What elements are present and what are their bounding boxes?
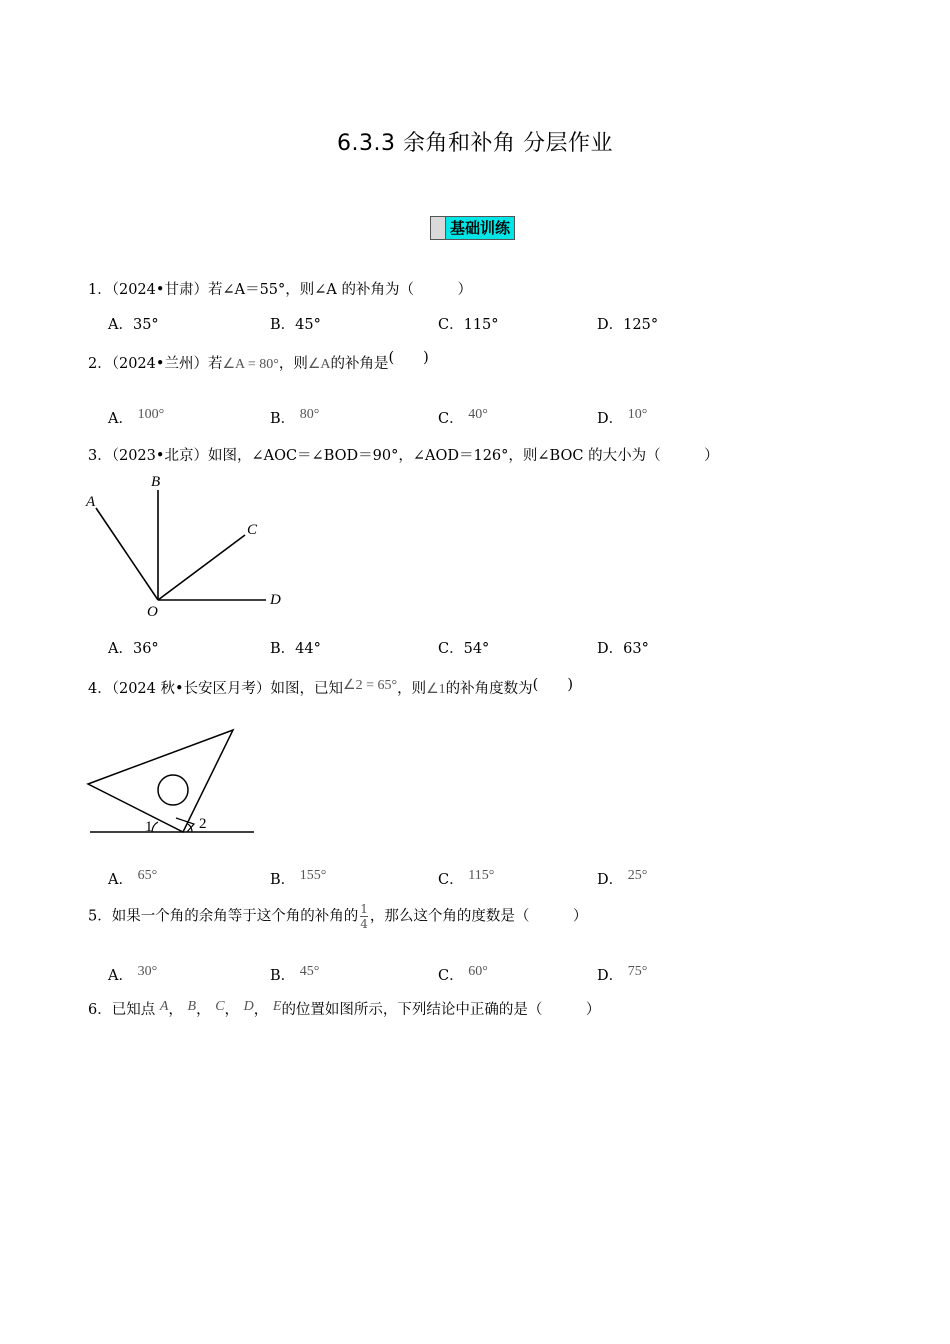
point-c: C [215,999,225,1014]
label-d: D [270,592,281,608]
question-source: （2024•兰州） [111,356,208,372]
question-4: 4．（2024 秋•长安区月考）如图，已知∠2 = 65°，则∠1的补角度数为( ) [88,677,573,697]
q4-option-c[interactable]: C． 115° [438,868,495,888]
q2-option-b[interactable]: B． 80° [270,407,320,427]
q5-option-d[interactable]: D． 75° [597,964,648,984]
q5-option-a[interactable]: A． 30° [108,964,158,984]
section-header [430,216,515,240]
q3-option-a[interactable]: A．36° [108,641,159,657]
triangle-ruler-figure [84,724,264,840]
q5-option-c[interactable]: C． 60° [438,964,488,984]
angle-1-arc [152,822,158,832]
label-a: A [86,494,96,510]
ray-oc [158,535,245,600]
point-a: A [159,999,169,1014]
q1-option-b[interactable]: B．45° [270,317,321,333]
q1-option-c[interactable]: C．115° [438,317,499,333]
q3-option-c[interactable]: C．54° [438,641,490,657]
question-number: 6． [88,1002,112,1018]
question-6: 6．已知点 A， B， C， D， E的位置如图所示，下列结论中正确的是（ ） [88,999,601,1018]
math-expression: ∠2 = 65° [343,678,398,693]
fraction-denominator: 4 [360,917,368,931]
q2-option-c[interactable]: C． 40° [438,407,488,427]
q2-option-a[interactable]: A． 100° [108,407,165,427]
q4-option-b[interactable]: B． 155° [270,868,327,888]
label-b: B [151,474,161,490]
q1-option-d[interactable]: D．125° [597,317,659,333]
question-source: （2024•甘肃） [111,282,208,298]
fraction [360,902,368,931]
question-source: （2024 秋•长安区月考） [111,681,271,697]
math-expression: ∠A = 80° [222,357,279,372]
fraction-numerator: 1 [360,902,368,916]
point-d: D [243,999,254,1014]
question-number: 3． [88,448,112,464]
label-1: 1 [145,819,153,835]
label-c: C [247,522,258,538]
q3-option-d[interactable]: D．63° [597,641,649,657]
answer-paren: ( ) [532,677,573,693]
question-2: 2．（2024•兰州）若∠A = 80°，则∠A的补角是( ) [88,350,429,372]
point-e: E [272,999,282,1014]
label-o: O [147,604,158,620]
question-stem: 如图，∠AOC＝∠BOD＝90°，∠AOD＝126°，则∠BOC 的大小为（ ） [207,448,719,464]
question-source: （2023•北京） [111,448,208,464]
question-1 [88,278,472,299]
point-b: B [187,999,197,1014]
question-number: 2． [88,356,112,372]
math-expression: ∠A [307,357,331,372]
label-2: 2 [199,816,207,832]
ray-oa [96,508,158,600]
ruler-hole [158,775,188,805]
angle-figure [80,470,300,620]
question-stem: 若∠A＝55°，则∠A 的补角为（ ） [207,282,473,298]
question-number: 1． [88,282,112,298]
q4-option-a[interactable]: A． 65° [108,868,158,888]
q4-option-d[interactable]: D． 25° [597,868,648,888]
q5-option-b[interactable]: B． 45° [270,964,320,984]
q1-option-a[interactable]: A．35° [108,317,159,333]
question-number: 4． [88,681,112,697]
question-number: 5． [88,908,112,925]
math-expression: ∠1 [426,682,446,697]
section-marker [431,217,446,239]
answer-paren: ( ) [388,350,429,366]
question-3 [88,444,719,465]
section-label: 基础训练 [446,217,514,239]
q3-option-b[interactable]: B．44° [270,641,321,657]
question-5: 5．如果一个角的余角等于这个角的补角的 $\frac{1}{4}$ ，那么这个角的度数是（ ） [88,902,588,931]
page-title: 6.3.3 余角和补角 分层作业 [337,131,613,156]
q2-option-d[interactable]: D． 10° [597,407,648,427]
